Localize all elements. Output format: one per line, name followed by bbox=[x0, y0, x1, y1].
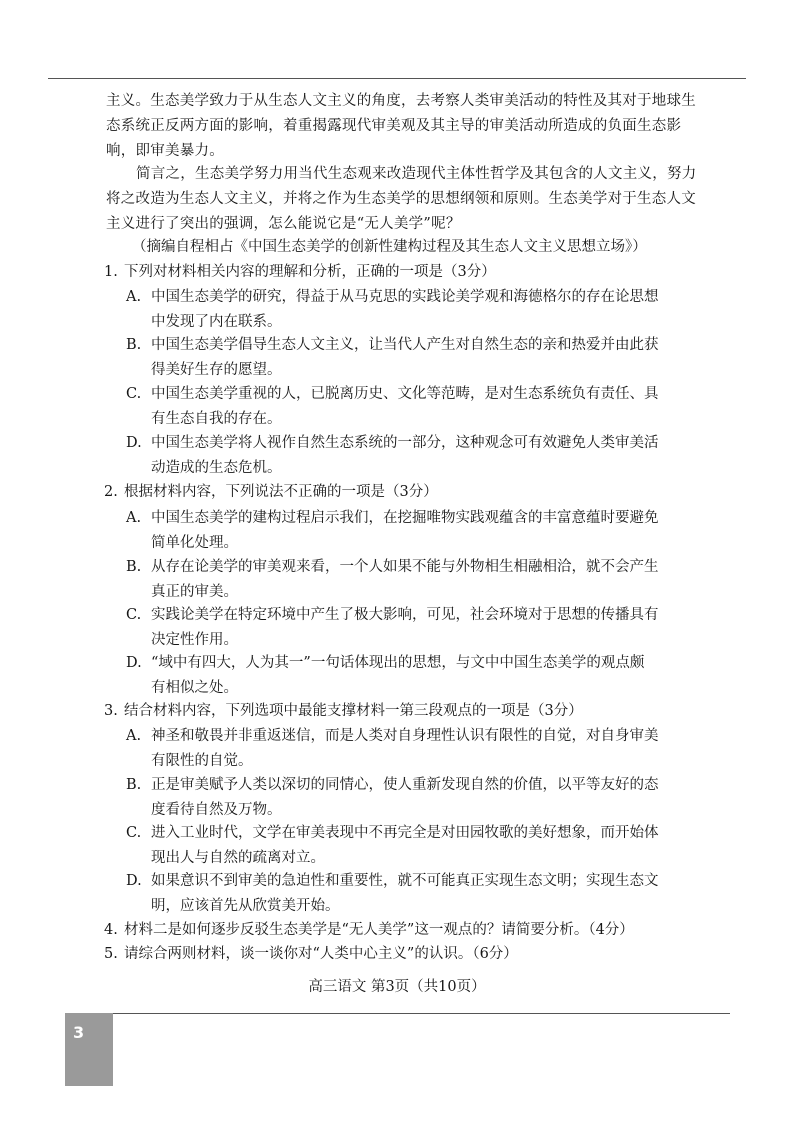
footer-rule bbox=[112, 1013, 730, 1014]
option-text-line1: 中国生态美学的研究，得益于从马克思的实践论美学观和海德格尔的存在论思想 bbox=[151, 289, 659, 305]
option-text-line1: 进入工业时代，文学在审美表现中不再完全是对田园牧歌的美好想象，而开始体 bbox=[151, 825, 659, 841]
option-text-line1: 神圣和敬畏并非重返迷信，而是人类对自身理性认识有限性的自觉，对自身审美 bbox=[151, 728, 659, 744]
option-text-line2: 度看待自然及万物。 bbox=[151, 801, 282, 818]
page-footer: 高三语文 第3页（共10页） bbox=[308, 979, 486, 995]
option-text-line2: 现出人与自然的疏离对立。 bbox=[151, 849, 325, 866]
header-rule bbox=[48, 78, 746, 79]
question-number: 3. bbox=[104, 703, 118, 719]
option-letter: A. bbox=[126, 289, 142, 305]
option-text-line2: 得美好生存的愿望。 bbox=[151, 361, 282, 378]
option-text-line1: 中国生态美学重视的人，已脱离历史、文化等范畴，是对生态系统负有责任、具 bbox=[151, 386, 659, 402]
question-number: 5. bbox=[104, 946, 118, 962]
option-text-line1: 正是审美赋予人类以深切的同情心，使人重新发现自然的价值，以平等友好的态 bbox=[151, 777, 659, 793]
question-1 bbox=[104, 260, 704, 284]
option-text-line1: 中国生态美学将人视作自然生态系统的一部分，这种观念可有效避免人类审美活 bbox=[151, 435, 659, 451]
option-letter: D. bbox=[126, 435, 142, 451]
question-stem: 结合材料内容，下列选项中最能支撑材料一第三段观点的一项是（3分） bbox=[124, 703, 583, 719]
option-letter: D. bbox=[126, 655, 142, 671]
option-text-line1: 实践论美学在特定环境中产生了极大影响，可见，社会环境对于思想的传播具有 bbox=[151, 607, 659, 623]
option-text-line2: 简单化处理。 bbox=[151, 534, 238, 551]
question-2 bbox=[104, 480, 704, 504]
option-text-line2: 明，应该首先从欣赏美开始。 bbox=[151, 897, 340, 914]
question-5 bbox=[104, 942, 704, 966]
option-letter: A. bbox=[126, 510, 142, 526]
option-letter: B. bbox=[126, 559, 142, 575]
question-stem: 下列对材料相关内容的理解和分析，正确的一项是（3分） bbox=[124, 264, 496, 280]
option-text-line2: 有相似之处。 bbox=[151, 679, 238, 696]
question-stem: 请综合两则材料，谈一谈你对“人类中心主义”的认识。（6分） bbox=[124, 946, 518, 962]
question-4 bbox=[104, 918, 704, 942]
option-text-line1: 中国生态美学倡导生态人文主义，让当代人产生对自然生态的亲和热爱并由此获 bbox=[151, 337, 659, 353]
option-text-line1: “域中有四大，人为其一”一句话体现出的思想，与文中中国生态美学的观点颇 bbox=[151, 655, 645, 671]
option-text-line2: 中发现了内在联系。 bbox=[151, 313, 282, 330]
option-letter: C. bbox=[126, 825, 142, 841]
option-text-line1: 如果意识不到审美的急迫性和重要性，就不可能真正实现生态文明；实现生态文 bbox=[151, 873, 659, 889]
passage-source: （摘编自程相占《中国生态美学的创新性建构过程及其生态人文主义思想立场》） bbox=[132, 239, 647, 255]
question-stem: 根据材料内容，下列说法不正确的一项是（3分） bbox=[124, 484, 438, 500]
option-text-line2: 真正的审美。 bbox=[151, 583, 238, 600]
passage-continuation: 主义。生态美学致力于从生态人文主义的角度，去考察人类审美活动的特性及其对于地球生态系统正反两方面的影响，着重揭露现代审美观及其主导的审美活动所造成的负面生态影响，即审美暴力。 bbox=[106, 93, 696, 159]
option-text-line2: 决定性作用。 bbox=[151, 631, 238, 648]
question-number: 1. bbox=[104, 264, 118, 280]
option-text-line1: 中国生态美学的建构过程启示我们，在挖掘唯物实践观蕴含的丰富意蕴时要避免 bbox=[151, 510, 659, 526]
option-letter: B. bbox=[126, 337, 142, 353]
option-text-line1: 从存在论美学的审美观来看，一个人如果不能与外物相生相融相洽，就不会产生 bbox=[151, 559, 659, 575]
question-3 bbox=[104, 699, 704, 723]
question-number: 2. bbox=[104, 484, 118, 500]
option-text-line2: 有生态自我的存在。 bbox=[151, 410, 282, 427]
option-letter: B. bbox=[126, 777, 142, 793]
option-text-line2: 动造成的生态危机。 bbox=[151, 459, 282, 476]
option-letter: C. bbox=[126, 607, 142, 623]
question-stem: 材料二是如何逐步反驳生态美学是“无人美学”这一观点的？请简要分析。（4分） bbox=[124, 922, 634, 938]
passage-paragraph bbox=[106, 162, 698, 237]
option-letter: A. bbox=[126, 728, 142, 744]
option-letter: D. bbox=[126, 873, 142, 889]
option-text-line2: 有限性的自觉。 bbox=[151, 752, 253, 769]
option-letter: C. bbox=[126, 386, 142, 402]
page-number: 3 bbox=[73, 1023, 85, 1042]
question-number: 4. bbox=[104, 922, 118, 938]
passage-paragraph-text: 简言之，生态美学努力用当代生态观来改造现代主体性哲学及其包含的人文主义，努力将之改造为生态人文主义，并将之作为生态美学的思想纲领和原则。生态美学对于生态人文主义进行了突出的强调，怎么能说它是“无人美学”呢？ bbox=[106, 166, 697, 232]
page-number-tab bbox=[65, 1013, 113, 1086]
